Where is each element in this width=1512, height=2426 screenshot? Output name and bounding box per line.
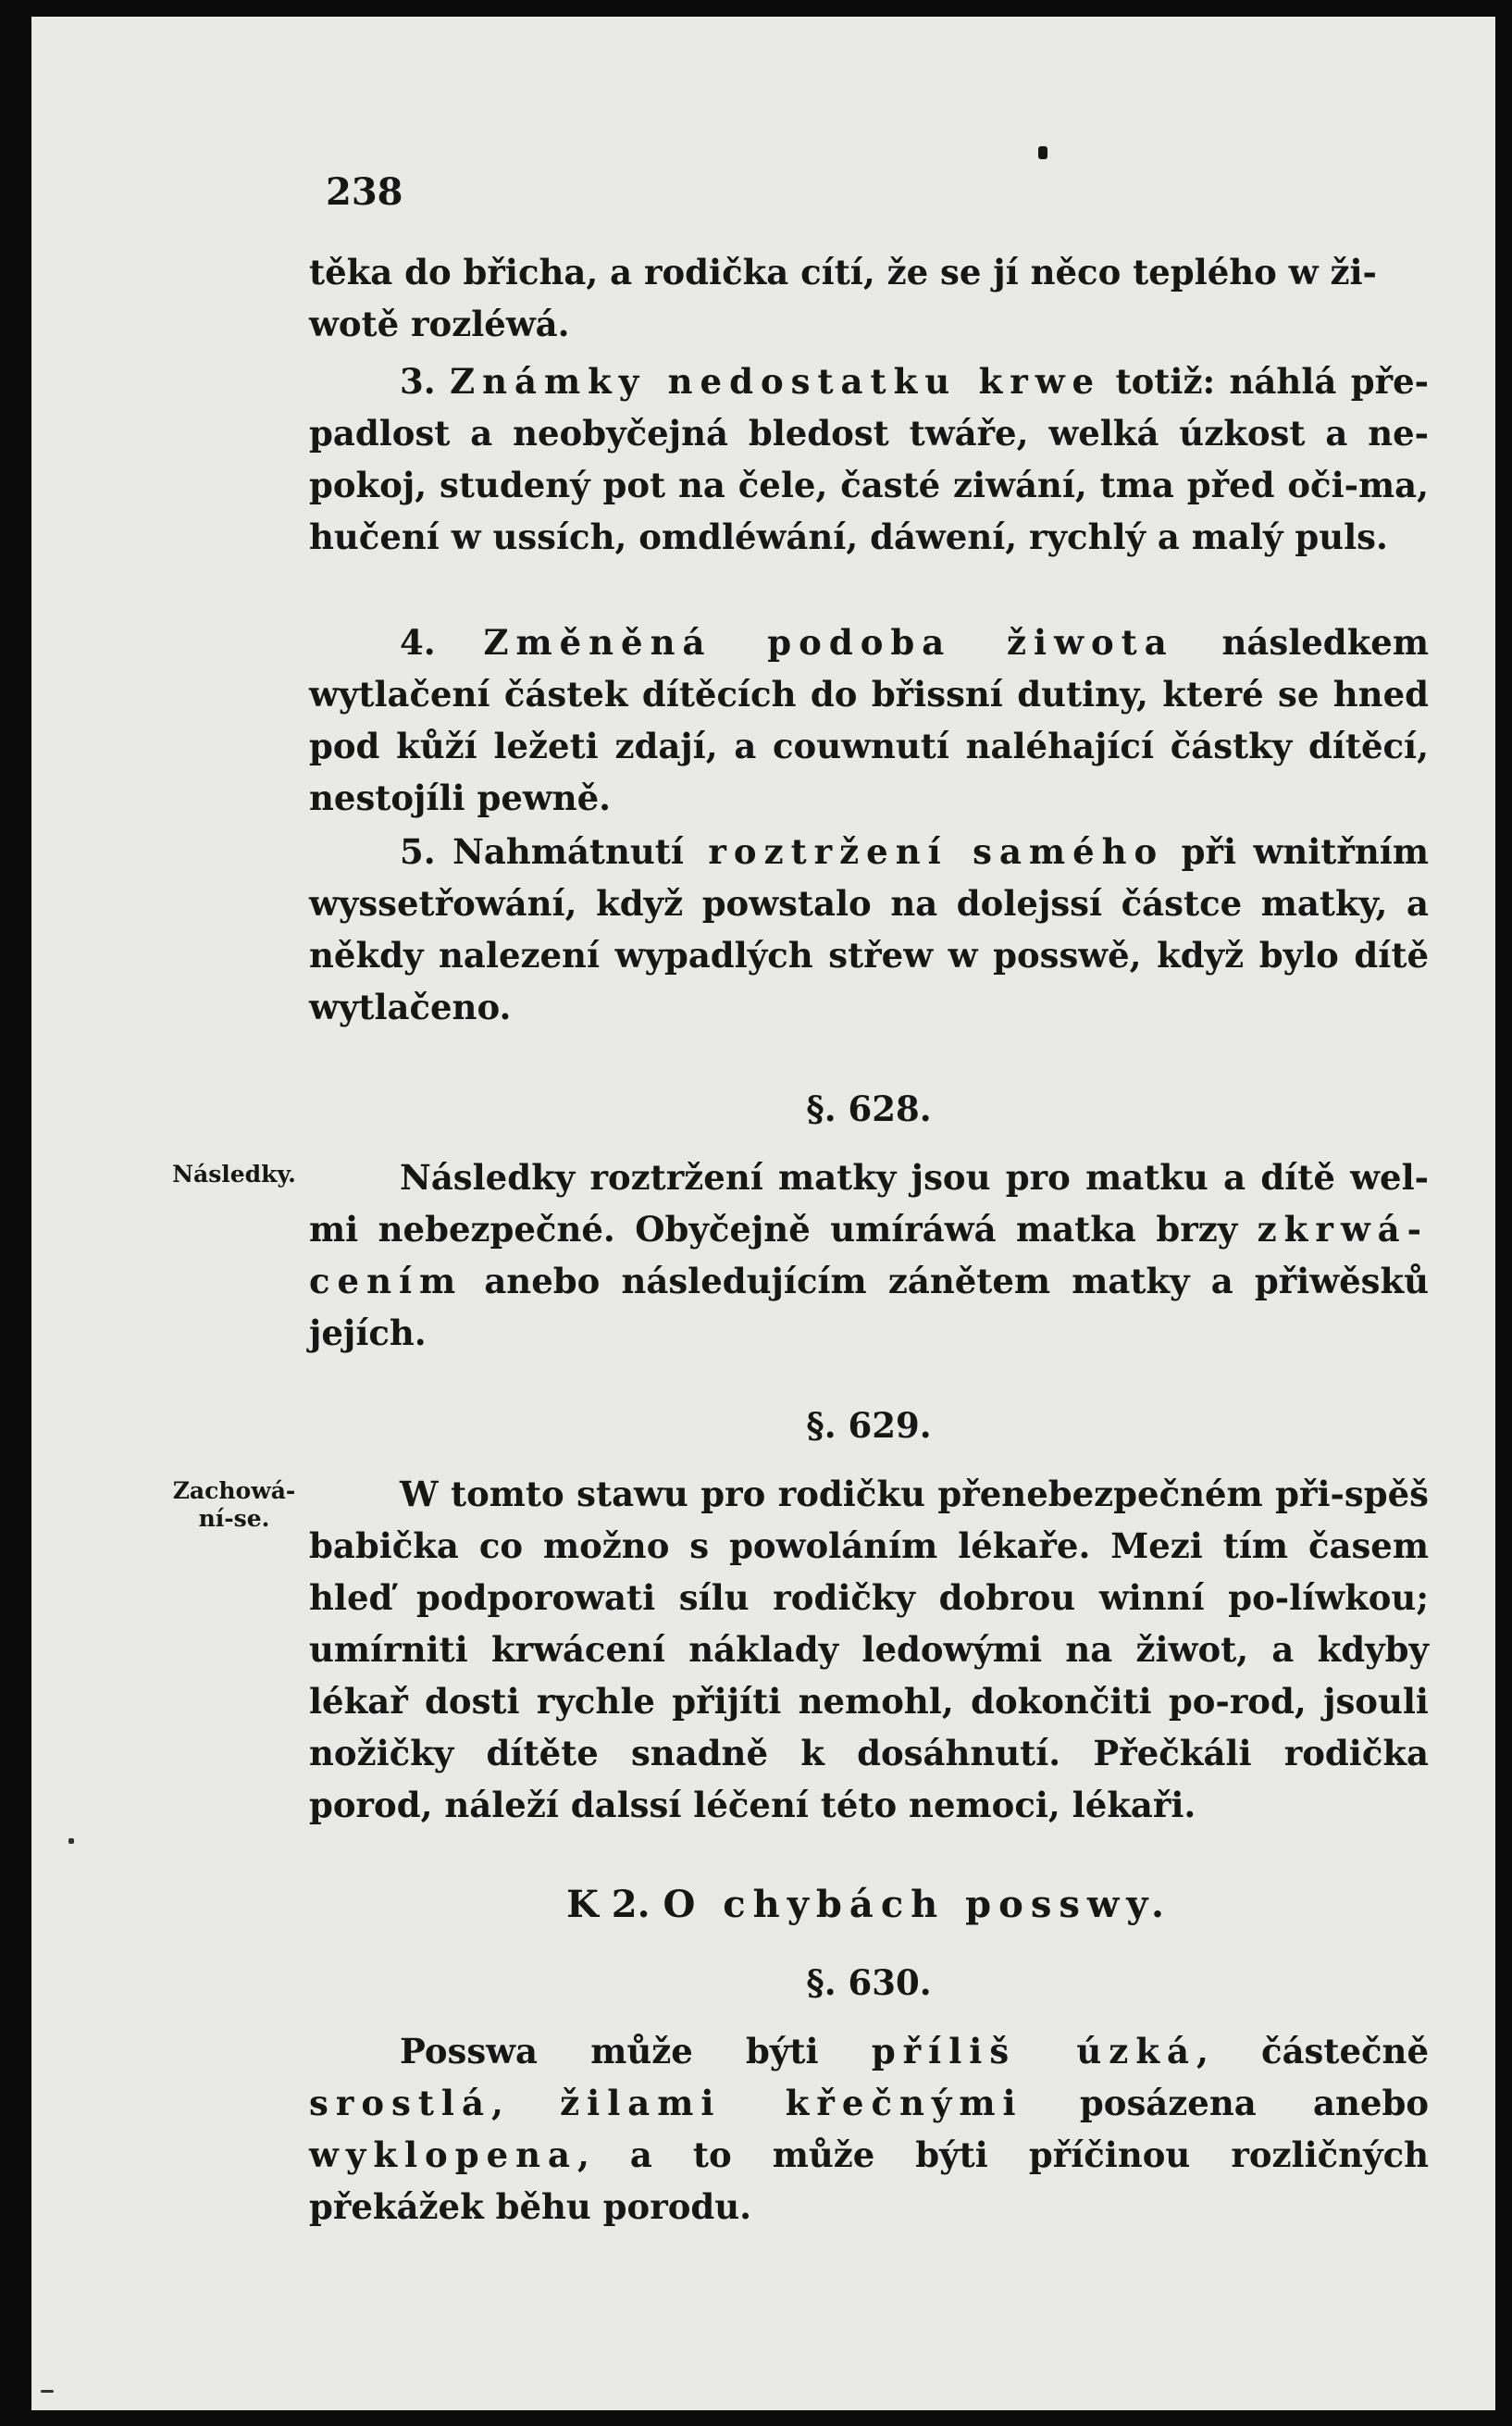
spaced-term: příliš úzká: [871, 2031, 1196, 2071]
spaced-term: wyklopena: [309, 2134, 578, 2175]
item-number: 4.: [400, 622, 436, 663]
margin-note-nasledky: Následky.: [172, 1161, 296, 1188]
section-text: anebo následujícím zánětem matky a přiwěsků jejích.: [309, 1261, 1429, 1353]
item-word: Nahmátnutí: [452, 831, 684, 872]
chapter-heading: [309, 1883, 1429, 1926]
section-628-heading: §. 628.: [806, 1089, 932, 1129]
paragraph-continuation: [309, 246, 1429, 350]
paper-speck: [41, 2390, 54, 2393]
chapter-number: K 2.: [566, 1883, 651, 1926]
section-text: ,: [490, 2083, 561, 2123]
section-629-heading: §. 629.: [806, 1405, 932, 1446]
section-text: , částečně: [1196, 2031, 1429, 2071]
paper-speck: [68, 1838, 74, 1844]
item-5: [309, 826, 1429, 1033]
section-text: W tomto stawu pro rodičku přenebezpečném při-spěš babička co možno s powoláním lékaře. Mezi tím časem hleď podporowati sílu rodičky dobrou winní po-líwkou; umírniti krwácení náklady ledowými na žiwot, a kdyby lékař dosti rychle přijíti nemohl, dokončiti po-rod, jsouli nožičky dítěte snadně k dosáhnutí. Přečkáli rodička porod, náleží dalssí léčení této nemoci, lékaři.: [309, 1474, 1429, 1825]
section-630-heading: §. 630.: [806, 1962, 932, 2003]
book-page: [31, 17, 1495, 2410]
ink-mark: [1038, 146, 1047, 159]
page-number: 238: [326, 170, 403, 214]
section-630-text: [309, 2025, 1429, 2233]
margin-note-zachowani: Zachowá-ní-se.: [172, 1477, 296, 1532]
item-text: totiž: náhlá pře-padlost a neobyčejná bledost twáře, welká úzkost a ne-pokoj, studený pot na čele, časté ziwání, tma před oči-ma, hučení w ussích, omdléwání, dáwení, rychlý a malý puls.: [309, 361, 1430, 557]
section-text: , a to může býti příčinou rozličných překážek běhu porodu.: [309, 2134, 1429, 2227]
text-line: těka do břicha, a rodička cítí, že se jí něco teplého w ži-: [309, 252, 1377, 292]
section-628-text: [309, 1151, 1429, 1359]
spaced-term: zkrwá-cením: [309, 1209, 1429, 1301]
item-text: následkem wytlačení částek dítěcích do břissní dutiny, které se hned pod kůží ležeti zdají, a couwnutí naléhající částky dítěcí, nestojíli pewně.: [309, 622, 1429, 818]
item-number: 3.: [400, 361, 436, 402]
item-text: při wnitřním wyssetřowání, když powstalo na dolejssí částce matky, a někdy nalezení wypadlých střew w posswě, když bylo dítě wytlačeno.: [309, 831, 1429, 1027]
section-text: Posswa může býti: [400, 2031, 872, 2071]
spaced-term: roztržení samého: [683, 831, 1165, 872]
spaced-term: Známky nedostatku krwe: [450, 361, 1102, 402]
item-3: [309, 355, 1429, 563]
text-line: wotě rozléwá.: [309, 304, 570, 344]
spaced-term: žilami křečnými: [560, 2083, 1023, 2123]
item-number: 5.: [400, 831, 436, 872]
chapter-title: O chybách posswy.: [663, 1883, 1171, 1926]
page-content: [31, 17, 1495, 2410]
item-4: [309, 616, 1429, 824]
spaced-term: srostlá: [309, 2083, 491, 2123]
spaced-term: Změněná podoba žiwota: [483, 622, 1174, 663]
section-text: Následky roztržení matky jsou pro matku a dítě wel-mi nebezpečné. Obyčejně umíráwá matka brzy: [309, 1157, 1429, 1250]
section-629-text: [309, 1468, 1429, 1831]
section-text: posázena anebo: [1022, 2083, 1429, 2123]
